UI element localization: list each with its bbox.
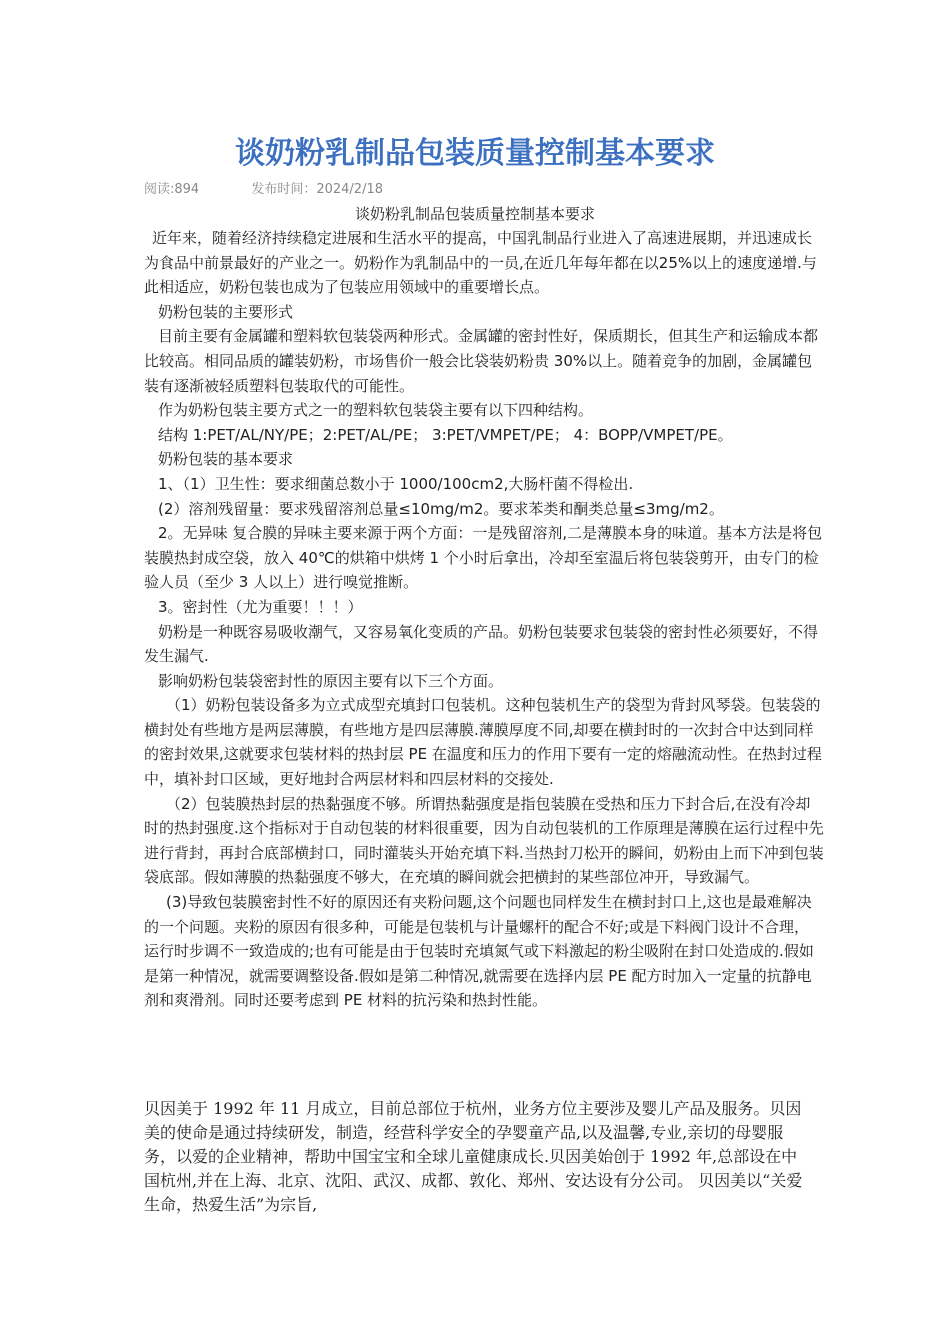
paragraph-sealing-heading: 3。密封性（尤为重要！！！）: [158, 597, 363, 616]
article-subtitle: 谈奶粉乳制品包装质量控制基本要求: [354, 205, 595, 223]
publish-date: 发布时间：2024/2/18: [251, 182, 384, 197]
paragraph-factor-3: (3)导致包装膜密封性不好的原因还有夹粉问题,这个问题也同样发生在横封封口上,这也是最难解决的一个问题。夹粉的原因有很多种，可能是包装机与计量螺杆的配合不好;或是下料阀门设计不合理，运行时步调不一致造成的;也有可能是由于包装时充填氮气或下料激起的粉尘吸附在封口处造成的.假如是第一种情况，就需要调整设备.假如是第二种情况,就需要在选择内层 PE 配方时加入一定量的抗静电剂和爽滑剂。同时还要考虑到 PE 材料的抗污染和热封性能。: [144, 893, 814, 1010]
paragraph-sealing: 奶粉是一种既容易吸收潮气，又容易氧化变质的产品。奶粉包装要求包装袋的密封性必须要好，不得发生漏气.: [144, 622, 819, 666]
read-count: 阅读:894: [144, 182, 200, 197]
paragraph-factor-2: （2）包装膜热封层的热黏强度不够。所谓热黏强度是指包装膜在受热和压力下封合后,在没有冷却时的热封强度.这个指标对于自动包装的材料很重要，因为自动包装机的工作原理是薄膜在运行过程中先进行背封，再封合底部横封口，同时灌装头开始充填下料.当热封刀松开的瞬间，奶粉由上而下冲到包装袋底部。假如薄膜的热黏强度不够大，在充填的瞬间就会把横封的某些部位冲开，导致漏气。: [144, 794, 824, 887]
paragraph-intro: 近年来，随着经济持续稳定进展和生活水平的提高，中国乳制品行业进入了高速进展期，并迅速成长为食品中前景最好的产业之一。奶粉作为乳制品中的一员,在近几年每年都在以25%以上的速度递增.与此相适应，奶粉包装也成为了包装应用领域中的重要增长点。: [144, 229, 817, 297]
paragraph-solvent: (2）溶剂残留量：要求残留溶剂总量≤10mg/m2。要求苯类和酮类总量≤3mg/m2。: [158, 499, 724, 518]
paragraph-factors-intro: 影响奶粉包装袋密封性的原因主要有以下三个方面。: [158, 671, 504, 690]
article-title: 谈奶粉乳制品包装质量控制基本要求: [235, 136, 715, 171]
paragraph-odor: 2。无异味 复合膜的异味主要来源于两个方面：一是残留溶剂,二是薄膜本身的味道。基本方法是将包装膜热封成空袋，放入 40℃的烘箱中烘烤 1 个小时后拿出，冷却至室温后将包装袋剪开，由专门的检验人员（至少 3 人以上）进行嗅觉推断。: [144, 524, 823, 592]
paragraph-hygiene: 1、（1）卫生性：要求细菌总数小于 1000/100cm2,大肠杆菌不得检出.: [158, 474, 634, 493]
section-heading-requirements: 奶粉包装的基本要求: [158, 450, 294, 469]
company-paragraph: 贝因美于 1992 年 11 月成立，目前总部位于杭州，业务方位主要涉及婴儿产品及服务。贝因美的使命是通过持续研发，制造，经营科学安全的孕婴童产品,以及温馨,专业,亲切的母婴服务，以爱的企业精神，帮助中国宝宝和全球儿童健康成长.贝因美始创于 1992 年,总部设在中国杭州,并在上海、北京、沈阳、武汉、成都、敦化、郑州、安达设有分公司。 贝因美以“关爱生命，热爱生活”为宗旨,: [144, 1099, 803, 1214]
section-heading-forms: 奶粉包装的主要形式: [158, 302, 294, 321]
paragraph-factor-1: （1）奶粉包装设备多为立式成型充填封口包装机。这种包装机生产的袋型为背封风琴袋。包装袋的横封处有些地方是两层薄膜，有些地方是四层薄膜.薄膜厚度不同,却要在横封时的一次封合中达到同样的密封效果,这就要求包装材料的热封层 PE 在温度和压力的作用下要有一定的熔融流动性。在热封过程中，填补封口区域，更好地封合两层材料和四层材料的交接处.: [144, 696, 822, 789]
paragraph-structures: 结构 1:PET/AL/NY/PE；2:PET/AL/PE； 3:PET/VMPET/PE； 4：BOPP/VMPET/PE。: [158, 425, 733, 444]
paragraph-forms: 目前主要有金属罐和塑料软包装袋两种形式。金属罐的密封性好，保质期长，但其生产和运输成本都比较高。相同品质的罐装奶粉，市场售价一般会比袋装奶粉贵 30%以上。随着竞争的加剧，金属罐包装有逐渐被轻质塑料包装取代的可能性。: [144, 327, 819, 395]
article-body: [144, 226, 824, 1013]
paragraph-structures-intro: 作为奶粉包装主要方式之一的塑料软包装袋主要有以下四种结构。: [158, 401, 594, 420]
article-meta: [144, 178, 383, 197]
